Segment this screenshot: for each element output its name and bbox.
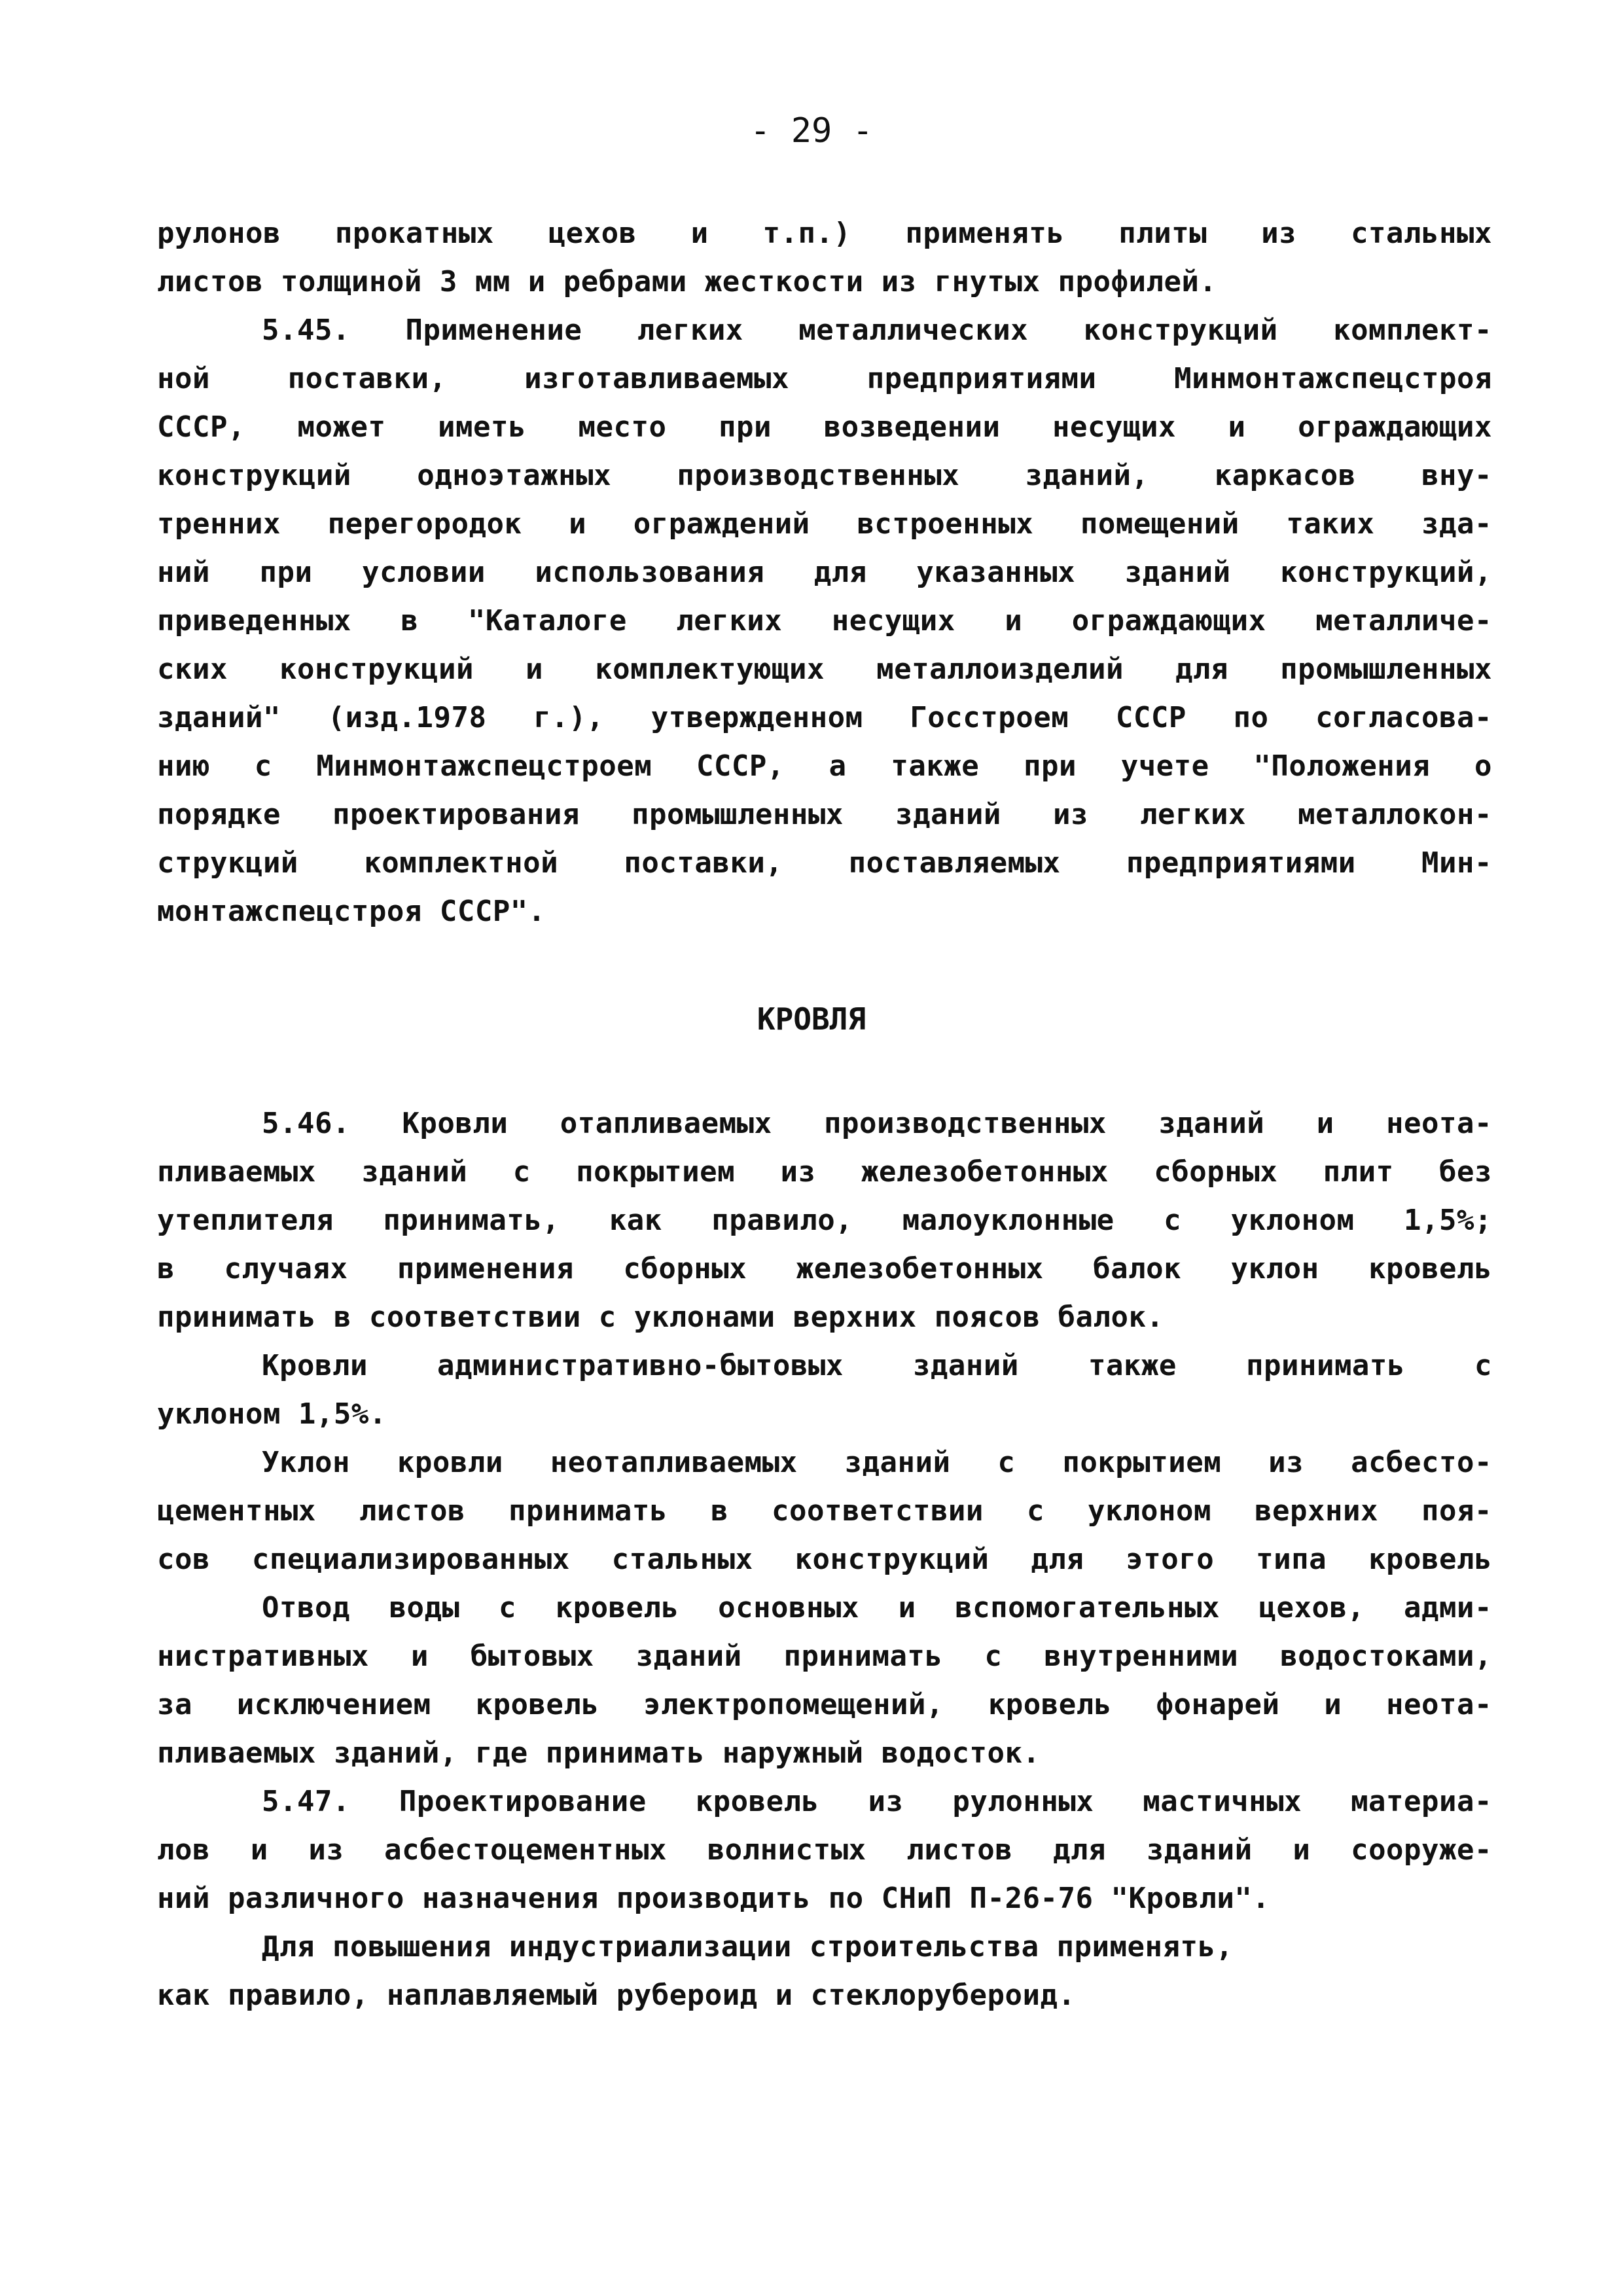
text-line: Для повышения индустриализации строительства применять, — [262, 1930, 1234, 1964]
text-line: за исключением кровель электропомещений, кровель фонарей и неота- — [157, 1688, 1492, 1721]
text-line: ских конструкций и комплектующих металлоизделий для промышленных — [157, 653, 1492, 686]
text-line: Кровли административно-бытовых зданий также принимать с — [262, 1349, 1492, 1382]
text-line: рулонов прокатных цехов и т.п.) применять плиты из стальных — [157, 217, 1492, 250]
text-line: сов специализированных стальных конструкций для этого типа кровель — [157, 1543, 1492, 1576]
text-line: 5.45. Применение легких металлических конструкций комплект- — [262, 314, 1492, 347]
text-line: ний различного назначения производить по СНиП П-26-76 "Кровли". — [157, 1882, 1270, 1915]
text-line: пливаемых зданий с покрытием из железобетонных сборных плит без — [157, 1155, 1492, 1189]
text-line: нию с Минмонтажспецстроем СССР, а также при учете "Положения о — [157, 749, 1492, 783]
text-line: монтажспецстроя СССР". — [157, 895, 546, 928]
text-line: Отвод воды с кровель основных и вспомогательных цехов, адми- — [262, 1591, 1492, 1624]
text-line: уклоном 1,5%. — [157, 1397, 387, 1431]
text-line: лов и из асбестоцементных волнистых листов для зданий и сооруже- — [157, 1833, 1492, 1867]
text-line: нистративных и бытовых зданий принимать с внутренними водостоками, — [157, 1640, 1492, 1673]
text-line: листов толщиной 3 мм и ребрами жесткости из гнутых профилей. — [157, 265, 1217, 298]
text-line: 5.47. Проектирование кровель из рулонных мастичных материа- — [262, 1785, 1492, 1818]
text-line: зданий" (изд.1978 г.), утвержденном Госстроем СССР по согласова- — [157, 701, 1492, 734]
section-heading: КРОВЛЯ — [757, 1001, 866, 1037]
paragraph-block-2 — [157, 1100, 1492, 2020]
text-line: утеплителя принимать, как правило, малоуклонные с уклоном 1,5%; — [157, 1204, 1492, 1237]
paragraph-block-1 — [157, 209, 1492, 936]
text-line: Уклон кровли неотапливаемых зданий с покрытием из асбесто- — [262, 1446, 1492, 1479]
text-line: пливаемых зданий, где принимать наружный водосток. — [157, 1736, 1041, 1770]
text-line: приведенных в "Каталоге легких несущих и ограждающих металличе- — [157, 604, 1492, 637]
text-line: СССР, может иметь место при возведении несущих и ограждающих — [157, 410, 1492, 444]
text-line: принимать в соответствии с уклонами верхних поясов балок. — [157, 1300, 1164, 1334]
text-line: как правило, наплавляемый рубероид и стеклорубероид. — [157, 1979, 1076, 2012]
text-line: цементных листов принимать в соответствии с уклоном верхних поя- — [157, 1494, 1492, 1528]
text-line: порядке проектирования промышленных зданий из легких металлокон- — [157, 798, 1492, 831]
text-line: ний при условии использования для указанных зданий конструкций, — [157, 556, 1492, 589]
text-line: 5.46. Кровли отапливаемых производственных зданий и неота- — [262, 1107, 1492, 1140]
text-line: конструкций одноэтажных производственных зданий, каркасов вну- — [157, 459, 1492, 492]
text-line: ной поставки, изготавливаемых предприятиями Минмонтажспецстроя — [157, 362, 1492, 395]
page-number: - 29 - — [750, 111, 873, 151]
text-line: в случаях применения сборных железобетонных балок уклон кровель — [157, 1252, 1492, 1285]
text-line: струкций комплектной поставки, поставляемых предприятиями Мин- — [157, 846, 1492, 880]
text-line: тренних перегородок и ограждений встроенных помещений таких зда- — [157, 507, 1492, 541]
